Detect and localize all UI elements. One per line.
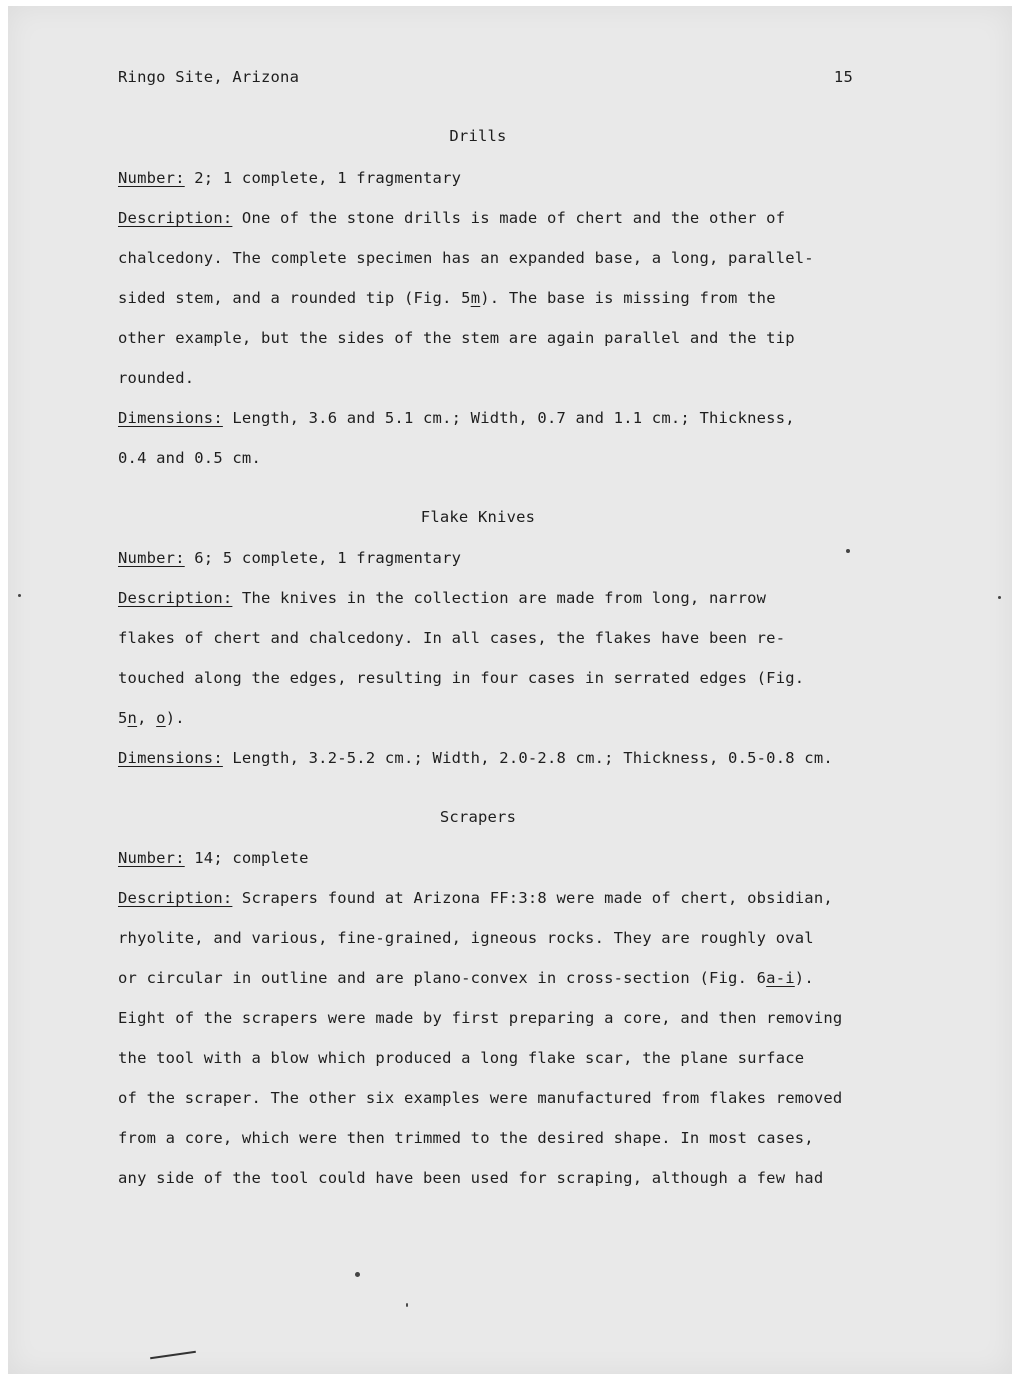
description-label: Description:: [118, 209, 233, 227]
scrapers-description-line: any side of the tool could have been used for scraping, although a few had: [118, 1169, 824, 1187]
description-text: ).: [794, 969, 814, 987]
scan-speck: [406, 1303, 408, 1307]
scrapers-description-line: Eight of the scrapers were made by first preparing a core, and then removing: [118, 1009, 843, 1027]
scan-speck: [846, 549, 850, 553]
scanned-page: [8, 6, 1012, 1374]
number-value: 14; complete: [184, 849, 309, 867]
description-text: Scrapers found at Arizona FF:3:8 were made of chert, obsidian,: [232, 889, 833, 907]
dimensions-text: Length, 3.6 and 5.1 cm.; Width, 0.7 and 1.1 cm.; Thickness,: [222, 409, 795, 427]
drills-description-line: chalcedony. The complete specimen has an expanded base, a long, parallel-: [118, 249, 814, 267]
description-text: or circular in outline and are plano-convex in cross-section (Fig. 6: [118, 969, 767, 987]
scrapers-description-line: rhyolite, and various, fine-grained, igneous rocks. They are roughly oval: [118, 929, 814, 947]
description-text: The knives in the collection are made from long, narrow: [232, 589, 767, 607]
number-label: Number:: [118, 549, 185, 567]
dimensions-text: Length, 3.2-5.2 cm.; Width, 2.0-2.8 cm.; Thickness, 0.5-0.8 cm.: [222, 749, 833, 767]
number-value: 2; 1 complete, 1 fragmentary: [184, 169, 462, 187]
description-text: One of the stone drills is made of chert and the other of: [232, 209, 786, 227]
knives-description-line: [118, 709, 185, 727]
running-head-title: Ringo Site, Arizona: [118, 68, 300, 86]
knives-description-line: [118, 589, 766, 607]
description-text: ). The base is missing from the: [480, 289, 776, 307]
section-title-scrapers: Scrapers: [439, 808, 517, 826]
drills-description-line: [118, 289, 776, 307]
description-label: Description:: [118, 889, 233, 907]
scan-speck: [355, 1272, 360, 1277]
drills-description-line: [118, 209, 785, 227]
drills-description-line: other example, but the sides of the stem are again parallel and the tip: [118, 329, 795, 347]
drills-number: [118, 169, 461, 187]
scrapers-description-line: [118, 969, 814, 987]
knives-description-line: touched along the edges, resulting in four cases in serrated edges (Fig.: [118, 669, 805, 687]
description-text: ,: [137, 709, 157, 727]
number-value: 6; 5 complete, 1 fragmentary: [184, 549, 462, 567]
scan-speck: [998, 596, 1001, 599]
scrapers-description-line: [118, 889, 833, 907]
page-number: 15: [833, 68, 853, 86]
figure-reference: o: [156, 709, 166, 727]
scrapers-description-line: of the scraper. The other six examples were manufactured from flakes removed: [118, 1089, 843, 1107]
figure-number: 5: [118, 709, 128, 727]
figure-reference: m: [470, 289, 481, 307]
description-label: Description:: [118, 589, 233, 607]
section-title-flake-knives: Flake Knives: [420, 508, 536, 526]
scan-speck: [18, 594, 21, 597]
description-text: sided stem, and a rounded tip (Fig. 5: [118, 289, 471, 307]
section-title-drills: Drills: [449, 127, 507, 145]
scrapers-number: [118, 849, 309, 867]
pen-mark: [150, 1351, 196, 1359]
scrapers-description-line: the tool with a blow which produced a long flake scar, the plane surface: [118, 1049, 805, 1067]
knives-dimensions: [118, 749, 833, 767]
description-text: ).: [165, 709, 185, 727]
number-label: Number:: [118, 169, 185, 187]
drills-dimensions: [118, 409, 795, 427]
scrapers-description-line: from a core, which were then trimmed to the desired shape. In most cases,: [118, 1129, 814, 1147]
knives-description-line: flakes of chert and chalcedony. In all cases, the flakes have been re-: [118, 629, 786, 647]
knives-number: [118, 549, 461, 567]
figure-reference: n: [127, 709, 138, 727]
dimensions-label: Dimensions:: [118, 409, 223, 427]
number-label: Number:: [118, 849, 185, 867]
dimensions-label: Dimensions:: [118, 749, 223, 767]
drills-description-line: rounded.: [118, 369, 195, 387]
drills-dimensions-line: 0.4 and 0.5 cm.: [118, 449, 261, 467]
figure-reference: a-i: [766, 969, 795, 987]
